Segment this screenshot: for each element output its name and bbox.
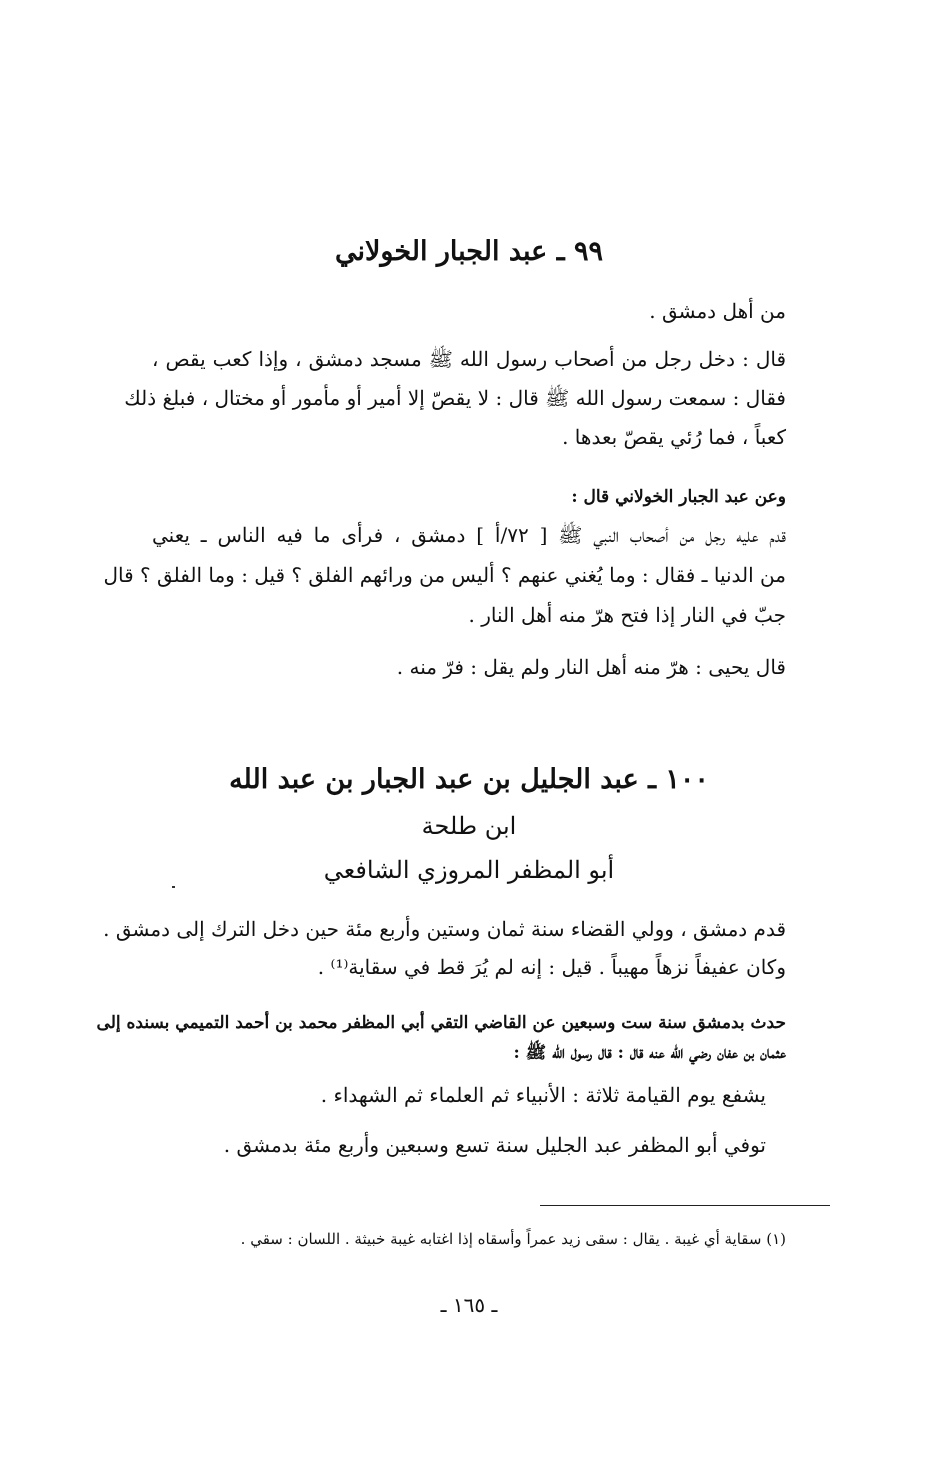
footnote-1: (١) سقاية أي غيبة . يقال : سقى زيد عمراً وأسقاه إذا اغتابه غيبة خبيثة . اللسان : سقي . <box>240 1230 786 1248</box>
entry-99-p2-line3: جبّ في النار إذا فتح هرّ منه أهل النار . <box>468 603 786 627</box>
page-number: ـ ١٦٥ ـ <box>440 1293 498 1317</box>
footnote-separator <box>540 1205 830 1206</box>
stray-print-mark <box>172 886 175 888</box>
entry-100-p2-line2: عثمان بن عفان رضي الله عنه قال : قال رسول الله ﷺ : <box>513 1043 786 1063</box>
entry-99-p1-line3: كعباً ، فما رُئي يقصّ بعدها . <box>562 425 786 449</box>
entry-100-p1-line1: قدم دمشق ، وولي القضاء سنة ثمان وستين وأربع مئة حين دخل الترك إلى دمشق . <box>103 917 786 941</box>
entry-100-death: توفي أبو المظفر عبد الجليل سنة تسع وسبعين وأربع مئة بدمشق . <box>223 1133 766 1157</box>
entry-100-p1-line2: وكان عفيفاً نزهاً مهيباً . قيل : إنه لم يُرَ قط في سقاية⁽¹⁾ . <box>317 955 786 979</box>
entry-99-p2-intro: وعن عبد الجبار الخولاني قال : <box>571 487 786 507</box>
entry-100-subtitle-kunya: أبو المظفر المروزي الشافعي <box>323 856 615 884</box>
entry-99-p2-line2: من الدنيا ـ فقال : وما يُغني عنهم ؟ أليس من ورائهم الفلق ؟ قيل : وما الفلق ؟ قال <box>103 563 786 587</box>
entry-99-p1-line1: قال : دخل رجل من أصحاب رسول الله ﷺ مسجد دمشق ، وإذا كعب يقص ، <box>152 347 786 371</box>
entry-99-p1-line2: فقال : سمعت رسول الله ﷺ قال : لا يقصّ إلا أمير أو مأمور أو مختال ، فبلغ ذلك <box>124 386 786 410</box>
entry-100-title: ١٠٠ ـ عبد الجليل بن عبد الجبار بن عبد الله <box>229 764 709 795</box>
entry-99-origin: من أهل دمشق . <box>649 299 786 323</box>
entry-99-title: ٩٩ ـ عبد الجبار الخولاني <box>334 236 604 267</box>
entry-99-p3: قال يحيى : هرّ منه أهل النار ولم يقل : فرّ منه . <box>396 655 786 679</box>
entry-99-p2-line1: قدم عليه رجل من أصحاب النبي ﷺ [ ٧٢/أ ] دمشق ، فرأى ما فيه الناس ـ يعني <box>152 523 786 547</box>
entry-100-hadith: يشفع يوم القيامة ثلاثة : الأنبياء ثم العلماء ثم الشهداء . <box>320 1083 766 1107</box>
entry-100-subtitle-lineage: ابن طلحة <box>421 812 517 840</box>
entry-100-p2-line1: حدث بدمشق سنة ست وسبعين عن القاضي التقي أبي المظفر محمد بن أحمد التميمي بسنده إلى <box>96 1013 786 1033</box>
